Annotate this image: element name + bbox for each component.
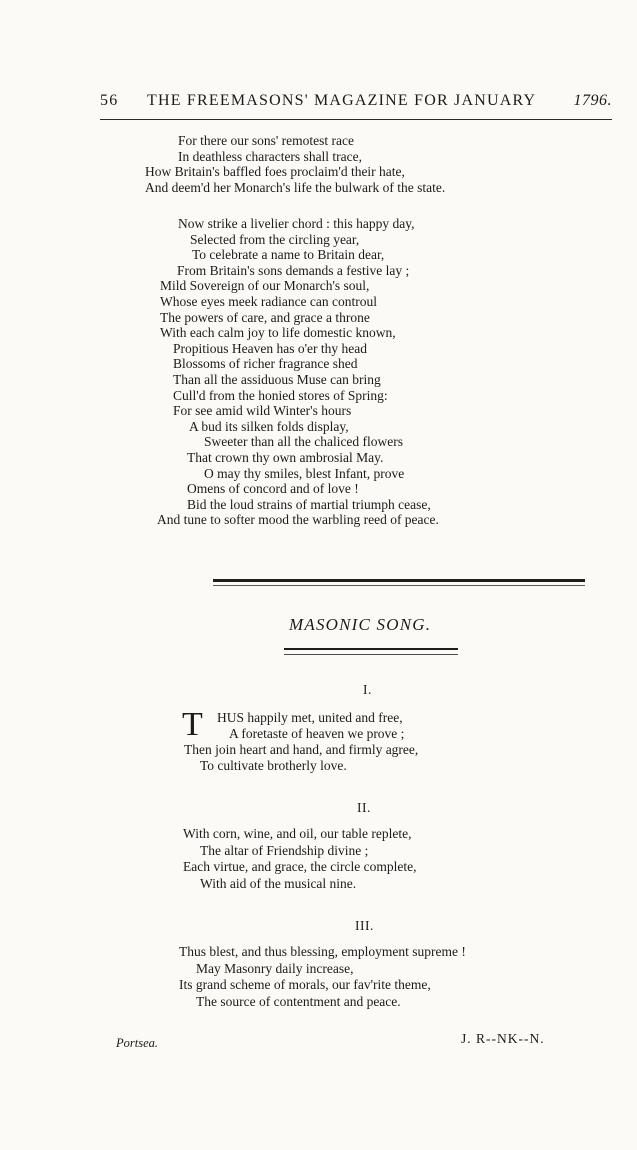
section-divider-thin xyxy=(213,585,585,586)
stanza-numeral: I. xyxy=(363,682,372,697)
verse-line: Sweeter than all the chaliced flowers xyxy=(204,434,404,450)
ode-stanza-2 xyxy=(157,216,439,528)
stanza-numeral: II. xyxy=(357,800,371,815)
ode-stanza-1 xyxy=(145,133,445,195)
song-title: MASONIC SONG. xyxy=(289,615,432,634)
verse-line: Then join heart and hand, and firmly agree, xyxy=(184,742,419,757)
verse-line: That crown thy own ambrosial May. xyxy=(187,449,384,465)
verse-line: To cultivate brotherly love. xyxy=(200,758,347,773)
drop-cap: T xyxy=(182,706,203,743)
magazine-title: THE FREEMASONS' MAGAZINE FOR JANUARY xyxy=(147,92,537,109)
section-divider-thick xyxy=(213,579,585,582)
verse-line: Whose eyes meek radiance can controul xyxy=(160,293,378,309)
verse-line: Thus blest, and thus blessing, employment supreme ! xyxy=(179,944,466,959)
verse-line: And deem'd her Monarch's life the bulwark of the state. xyxy=(145,179,446,195)
verse-line: The source of contentment and peace. xyxy=(196,993,401,1009)
verse-line: A bud its silken folds display, xyxy=(189,418,349,434)
verse-line: Propitious Heaven has o'er thy head xyxy=(173,340,368,356)
header-rule xyxy=(100,119,612,120)
verse-line: Its grand scheme of morals, our fav'rite theme, xyxy=(179,977,431,992)
verse-line: Selected from the circling year, xyxy=(190,231,360,247)
verse-line: Blossoms of richer fragrance shed xyxy=(173,356,358,372)
verse-line: Each virtue, and grace, the circle complete, xyxy=(183,859,417,874)
verse-line: Now strike a livelier chord : this happy day, xyxy=(178,216,415,231)
verse-line: Mild Sovereign of our Monarch's soul, xyxy=(160,278,370,294)
title-rule-thick xyxy=(284,648,458,650)
verse-line: With each calm joy to life domestic known, xyxy=(160,325,396,341)
issue-year: 1796. xyxy=(573,92,612,109)
verse-line-text: HUS happily met, united and free, xyxy=(217,710,403,725)
verse-line: A foretaste of heaven we prove ; xyxy=(229,726,405,741)
page-number: 56 xyxy=(100,92,119,109)
song-stanza-3 xyxy=(179,944,466,1010)
verse-line: Than all the assiduous Muse can bring xyxy=(173,371,381,387)
verse-line: For see amid wild Winter's hours xyxy=(173,403,352,419)
song-stanza-2 xyxy=(183,826,417,892)
title-rule-thin xyxy=(284,654,458,655)
verse-line: The altar of Friendship divine ; xyxy=(200,842,369,858)
verse-line: May Masonry daily increase, xyxy=(196,960,354,976)
place-of-origin: Portsea. xyxy=(116,1036,159,1050)
verse-line: How Britain's baffled foes proclaim'd their hate, xyxy=(145,164,405,180)
stanza-numeral: III. xyxy=(355,918,374,933)
verse-line: With aid of the musical nine. xyxy=(200,875,357,891)
song-stanza-1 xyxy=(182,706,419,774)
running-head xyxy=(100,92,612,114)
verse-line: Bid the loud strains of martial triumph cease, xyxy=(187,496,431,512)
verse-line: In deathless characters shall trace, xyxy=(178,148,363,164)
verse-line: And tune to softer mood the warbling reed of peace. xyxy=(157,512,439,528)
verse-line: From Britain's sons demands a festive lay ; xyxy=(177,262,410,278)
verse-line: O may thy smiles, blest Infant, prove xyxy=(204,465,405,481)
verse-line: For there our sons' remotest race xyxy=(178,133,355,148)
verse-line: Cull'd from the honied stores of Spring: xyxy=(173,387,388,403)
verse-line: The powers of care, and grace a throne xyxy=(160,309,370,325)
verse-line: With corn, wine, and oil, our table replete, xyxy=(183,826,412,841)
verse-line: Omens of concord and of love ! xyxy=(187,481,359,497)
verse-line: To celebrate a name to Britain dear, xyxy=(192,247,385,263)
author-signature: J. R--NK--N. xyxy=(461,1031,545,1046)
